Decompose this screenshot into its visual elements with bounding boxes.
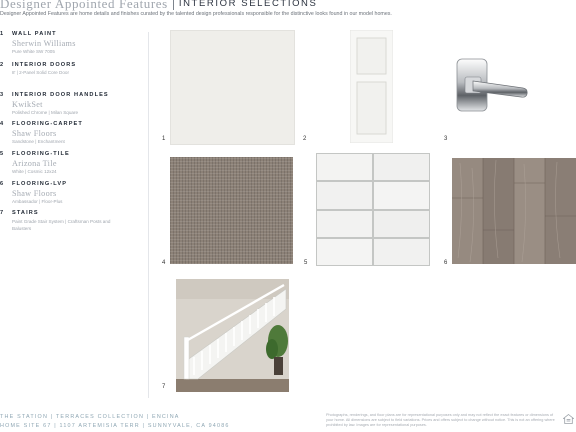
item-name: FLOORING-CARPET xyxy=(12,121,83,127)
item-brand: Sherwin Williams xyxy=(12,39,76,48)
item-number: 1 xyxy=(0,31,4,37)
intro-text: Designer Appointed Features are home details and finishes curated by the talented design professionals responsible for the distinctive looks found in our model homes. xyxy=(0,11,392,17)
item-detail: Polished Chrome | Milan Square xyxy=(12,110,79,115)
item-detail: 8' | 2-Panel Solid Core Door xyxy=(12,70,69,75)
section-title: INTERIOR SELECTIONS xyxy=(178,0,318,9)
item-name: STAIRS xyxy=(12,210,39,216)
lvp-swatch-image xyxy=(452,158,576,264)
item-name: FLOORING-LVP xyxy=(12,181,68,187)
item-number: 7 xyxy=(0,210,4,216)
footer-line-homesite: HOME SITE 67 | 1107 ARTEMISIA TERR | SUNNYVALE, CA 94086 xyxy=(0,423,230,429)
footer-line-community: THE STATION | TERRACES COLLECTION | ENCINA xyxy=(0,414,180,420)
selection-list xyxy=(0,0,140,432)
tile-number: 4 xyxy=(162,260,166,266)
footer-address xyxy=(0,413,230,431)
item-detail: White | Cosmic 12x24 xyxy=(12,169,57,174)
door-image xyxy=(350,30,393,143)
item-brand: Arizona Tile xyxy=(12,159,57,168)
tile-number: 6 xyxy=(444,260,448,266)
item-name: FLOORING-TILE xyxy=(12,151,70,157)
item-number: 4 xyxy=(0,121,4,127)
column-divider xyxy=(148,32,149,398)
item-detail: Ambassador | Floor-Plus xyxy=(12,199,63,204)
item-number: 3 xyxy=(0,92,4,98)
paint-swatch-image xyxy=(170,30,295,145)
item-number: 6 xyxy=(0,181,4,187)
item-number: 5 xyxy=(0,151,4,157)
item-detail: Pure White SW 7005 xyxy=(12,49,55,54)
footer-disclaimer: Photographs, renderings, and floor plans are for representational purposes only and may not reflect the exact features or dimensions of your home. All dimensions are subject to field variations. Prices and offers subject to change without notice. This is not an offering where prohibited by law. Images are for representational purposes. xyxy=(326,413,555,427)
stairs-image xyxy=(176,279,289,392)
item-detail: Paint Grade Stair System | Craftsman Posts and Balusters xyxy=(12,219,111,231)
item-name: INTERIOR DOOR HANDLES xyxy=(12,92,109,98)
door-handle-image xyxy=(455,55,530,120)
tile-number: 5 xyxy=(304,260,308,266)
item-name: WALL PAINT xyxy=(12,31,57,37)
item-name: INTERIOR DOORS xyxy=(12,62,77,68)
item-detail: Sandstone | Enchantment xyxy=(12,139,65,144)
title-divider xyxy=(173,0,174,10)
item-brand: KwikSet xyxy=(12,100,43,109)
equal-housing-icon xyxy=(563,414,574,424)
item-number: 2 xyxy=(0,62,4,68)
tile-number: 2 xyxy=(303,136,307,142)
item-brand: Shaw Floors xyxy=(12,129,57,138)
carpet-swatch-image xyxy=(170,157,293,264)
floor-tile-image xyxy=(316,153,430,266)
tile-number: 3 xyxy=(444,136,448,142)
tile-number: 1 xyxy=(162,136,166,142)
item-brand: Shaw Floors xyxy=(12,189,57,198)
page-title: Designer Appointed Features xyxy=(0,0,168,11)
tile-number: 7 xyxy=(162,384,166,390)
